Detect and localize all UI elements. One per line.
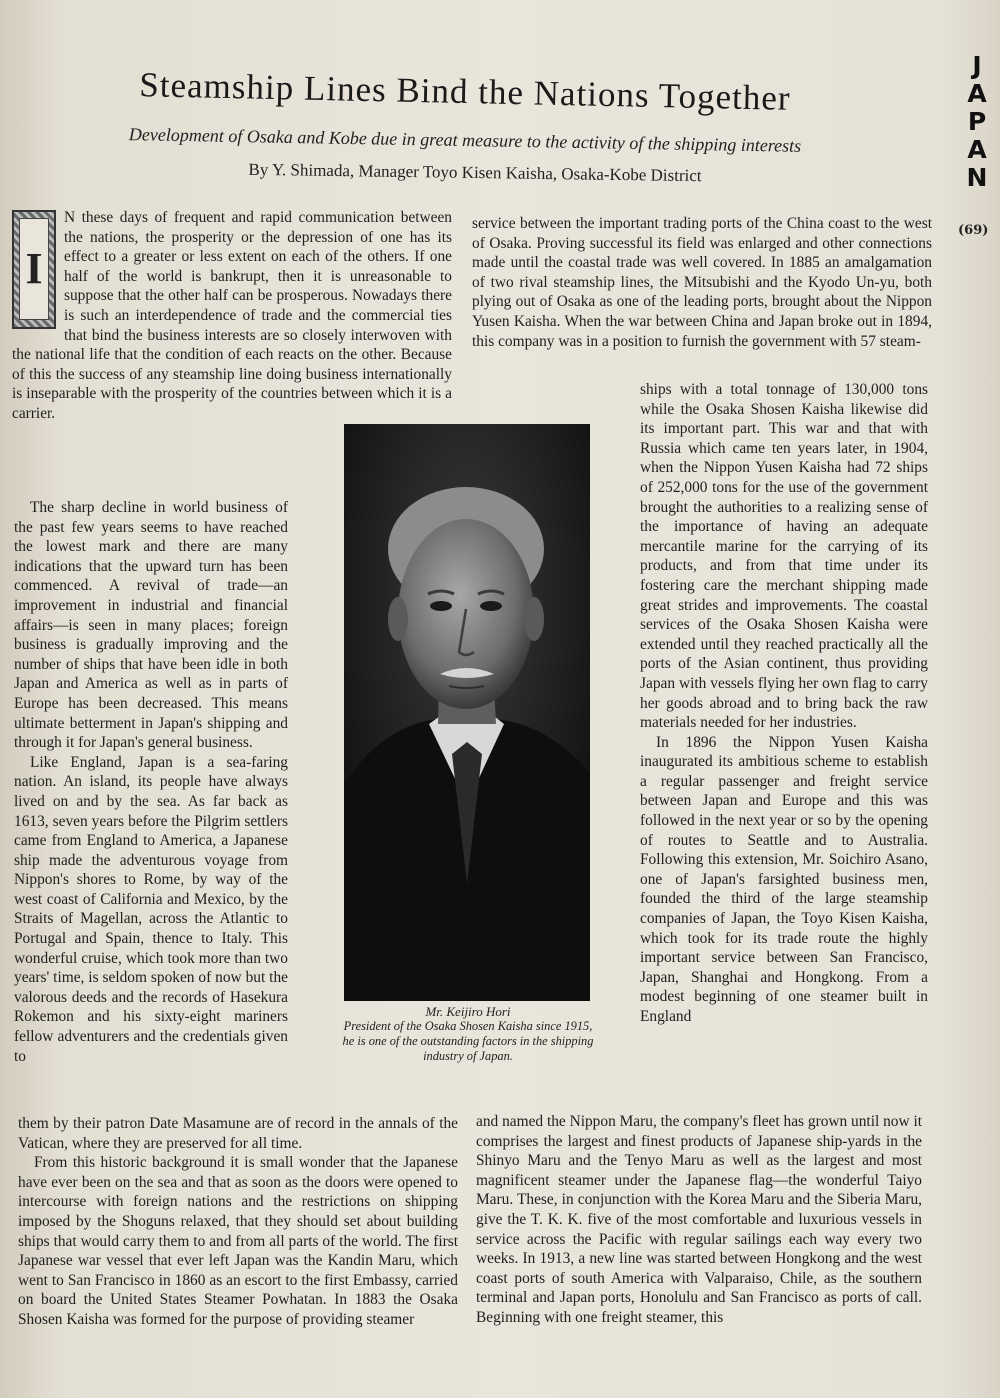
drop-cap-ornament [12, 210, 56, 329]
col1-top-text [12, 208, 452, 422]
col2-narrow-text [640, 380, 928, 1110]
page-number: (69) [958, 223, 989, 238]
paragraph: and named the Nippon Maru, the company's fleet has grown until now it comprises the largest and finest products of Japanese ship-yards in the Shinyo Maru and the Tenyo Maru as well as the largest and most magnificent steamer under the Japanese flag—the wonderful Taiyo Maru. These, in conjunction with the Korea Maru and the Siberia Maru, give the T. K. K. five of the most comfortable and luxurious vessels in service across the Pacific with regular sailings each way every two weeks. In 1913, a new line was started between Hongkong and the west coast ports of south America with Valparaiso, Chile, as the southern terminal and Japan ports, Honolulu and San Francisco as ports of call. Beginning with one freight steamer, this [476, 1113, 923, 1326]
side-mark-letter: N [966, 163, 988, 192]
paragraph: From this historic background it is small wonder that the Japanese have ever been on the sea and that as soon as the doors were opened to intercourse with foreign nations and the restrictions on shipping imposed by the Shoguns relaxed, that they should set about building ships that would carry them to and from all parts of the world. The first Japanese war vessel that ever left Japan was the Kandin Maru, which went to San Francisco in 1860 as an escort to the first Embassy, carried on board the United States Steamer Powhatan. In 1883 the Osaka Shosen Kaisha was formed for the purpose of providing steamer [18, 1154, 458, 1328]
col2-bottom-text [476, 1112, 922, 1362]
paragraph: Like England, Japan is a sea-faring nation. An island, its people have always lived on and by the sea. As far back as 1613, seven years before the Pilgrim settlers came from England to America, a Japanese ship made the adventurous voyage from Nippon's shores to Rome, by way of the west coast of California and Mexico, by the Straits of Magellan, across the Atlantic to Portugal and Spain, thence to Italy. This wonderful cruise, which took more than two years' time, is seldom spoken of now but the valorous deeds and the records of Hasekura Rokemon and his sixty-eight mariners fellow adventurers and the credentials given to [14, 753, 288, 1065]
paragraph: The sharp decline in world business of the past few years seems to have reached the lowest mark and there are many indications that the upward turn has been commenced. A revival of trade—an improvement in industrial and financial affairs—is seen in many places; foreign business is gradually improving and the number of ships that have been idle in both Japan and America as well as in parts of Europe has been decreased. This means ultimate betterment in Japan's shipping and through it for Japan's general business. [14, 499, 288, 752]
caption-name: Mr. Keijiro Hori [425, 1004, 511, 1019]
article-byline: By Y. Shimada, Manager Toyo Kisen Kaisha, Osaka-Kobe District [248, 159, 702, 186]
paragraph: N these days of frequent and rapid communication between the nations, the prosperity or the depression of one has its effect to a greater or less extent on each of the others. If one half of the world is bankrupt, then it is unreasonable to suppose that the other half can be prosperous. Nowadays there is such an interdependence of trade and the commercial ties that bind the business interests are so closely interwoven with the national life that the condition of each reacts on the other. Because of this the success of any steamship line doing business internationally is inseparable with the prosperity of the countries between which it is a carrier. [12, 209, 452, 422]
side-mark-letter: P [967, 107, 987, 136]
col1-bottom-text [18, 1114, 458, 1374]
caption-text: President of the Osaka Shosen Kaisha since 1915, he is one of the outstanding factors in the shipping industry of Japan. [342, 1019, 594, 1063]
article-subtitle: Development of Osaka and Kobe due in great measure to the activity of the shipping interests [128, 124, 802, 156]
portrait-illustration [344, 424, 590, 1001]
article-title: Steamship Lines Bind the Nations Together [139, 65, 791, 118]
portrait-photo [344, 424, 590, 1001]
paragraph: ships with a total tonnage of 130,000 tons while the Osaka Shosen Kaisha likewise did its important part. This war and that with Russia which came ten years later, in 1904, when the Nippon Yusen Kaisha had 72 ships of 252,000 tons for the use of the government brought the authorities to a realizing sense of the importance of having an adequate mercantile marine for the carrying of its products, and from that time under its fostering care the merchant shipping made great strides and improvements. The coastal services of the Osaka Shosen Kaisha were extended until they reached practically all the ports of the Asian continent, thus providing Japan with vessels flying her own flag to carry her goods abroad and to bring back the raw materials needed for her industries. [640, 381, 928, 732]
drop-cap-letter: I [19, 218, 49, 320]
paragraph: them by their patron Date Masamune are of record in the annals of the Vatican, where they are preserved for all time. [18, 1115, 458, 1152]
paragraph: In 1896 the Nippon Yusen Kaisha inaugurated its ambitious scheme to establish a regular passenger and freight service between Japan and Europe and this was followed in the next year or so by the opening of routes to Seattle and to Australia. Following this extension, Mr. Soichiro Asano, one of Japan's farsighted business men, founded the third of the large steamship companies of Japan, the Toyo Kisen Kaisha, which took for its trade route the highly important service between San Francisco, Japan, Shanghai and Hongkong. From a modest beginning of one steamer built in England [640, 733, 928, 1025]
side-mark-letter: A [967, 135, 987, 164]
photo-caption [340, 1004, 596, 1064]
col2-top-text [472, 214, 932, 384]
col1-narrow-text [14, 498, 288, 1118]
side-mark-letter: A [967, 79, 987, 108]
magazine-side-mark [962, 52, 992, 192]
side-mark-letter: J [972, 51, 982, 80]
paragraph: service between the important trading ports of the China coast to the west of Osaka. Proving successful its field was enlarged and other connections made until the coastal trade was well covered. In 1885 an amalgamation of two rival steamship lines, the Mitsubishi and the Kyodo Un-yu, both plying out of Osaka as one of the leading ports, brought about the Nippon Yusen Kaisha. When the war between China and Japan broke out in 1894, this company was in a position to furnish the government with 57 steam- [472, 215, 932, 350]
